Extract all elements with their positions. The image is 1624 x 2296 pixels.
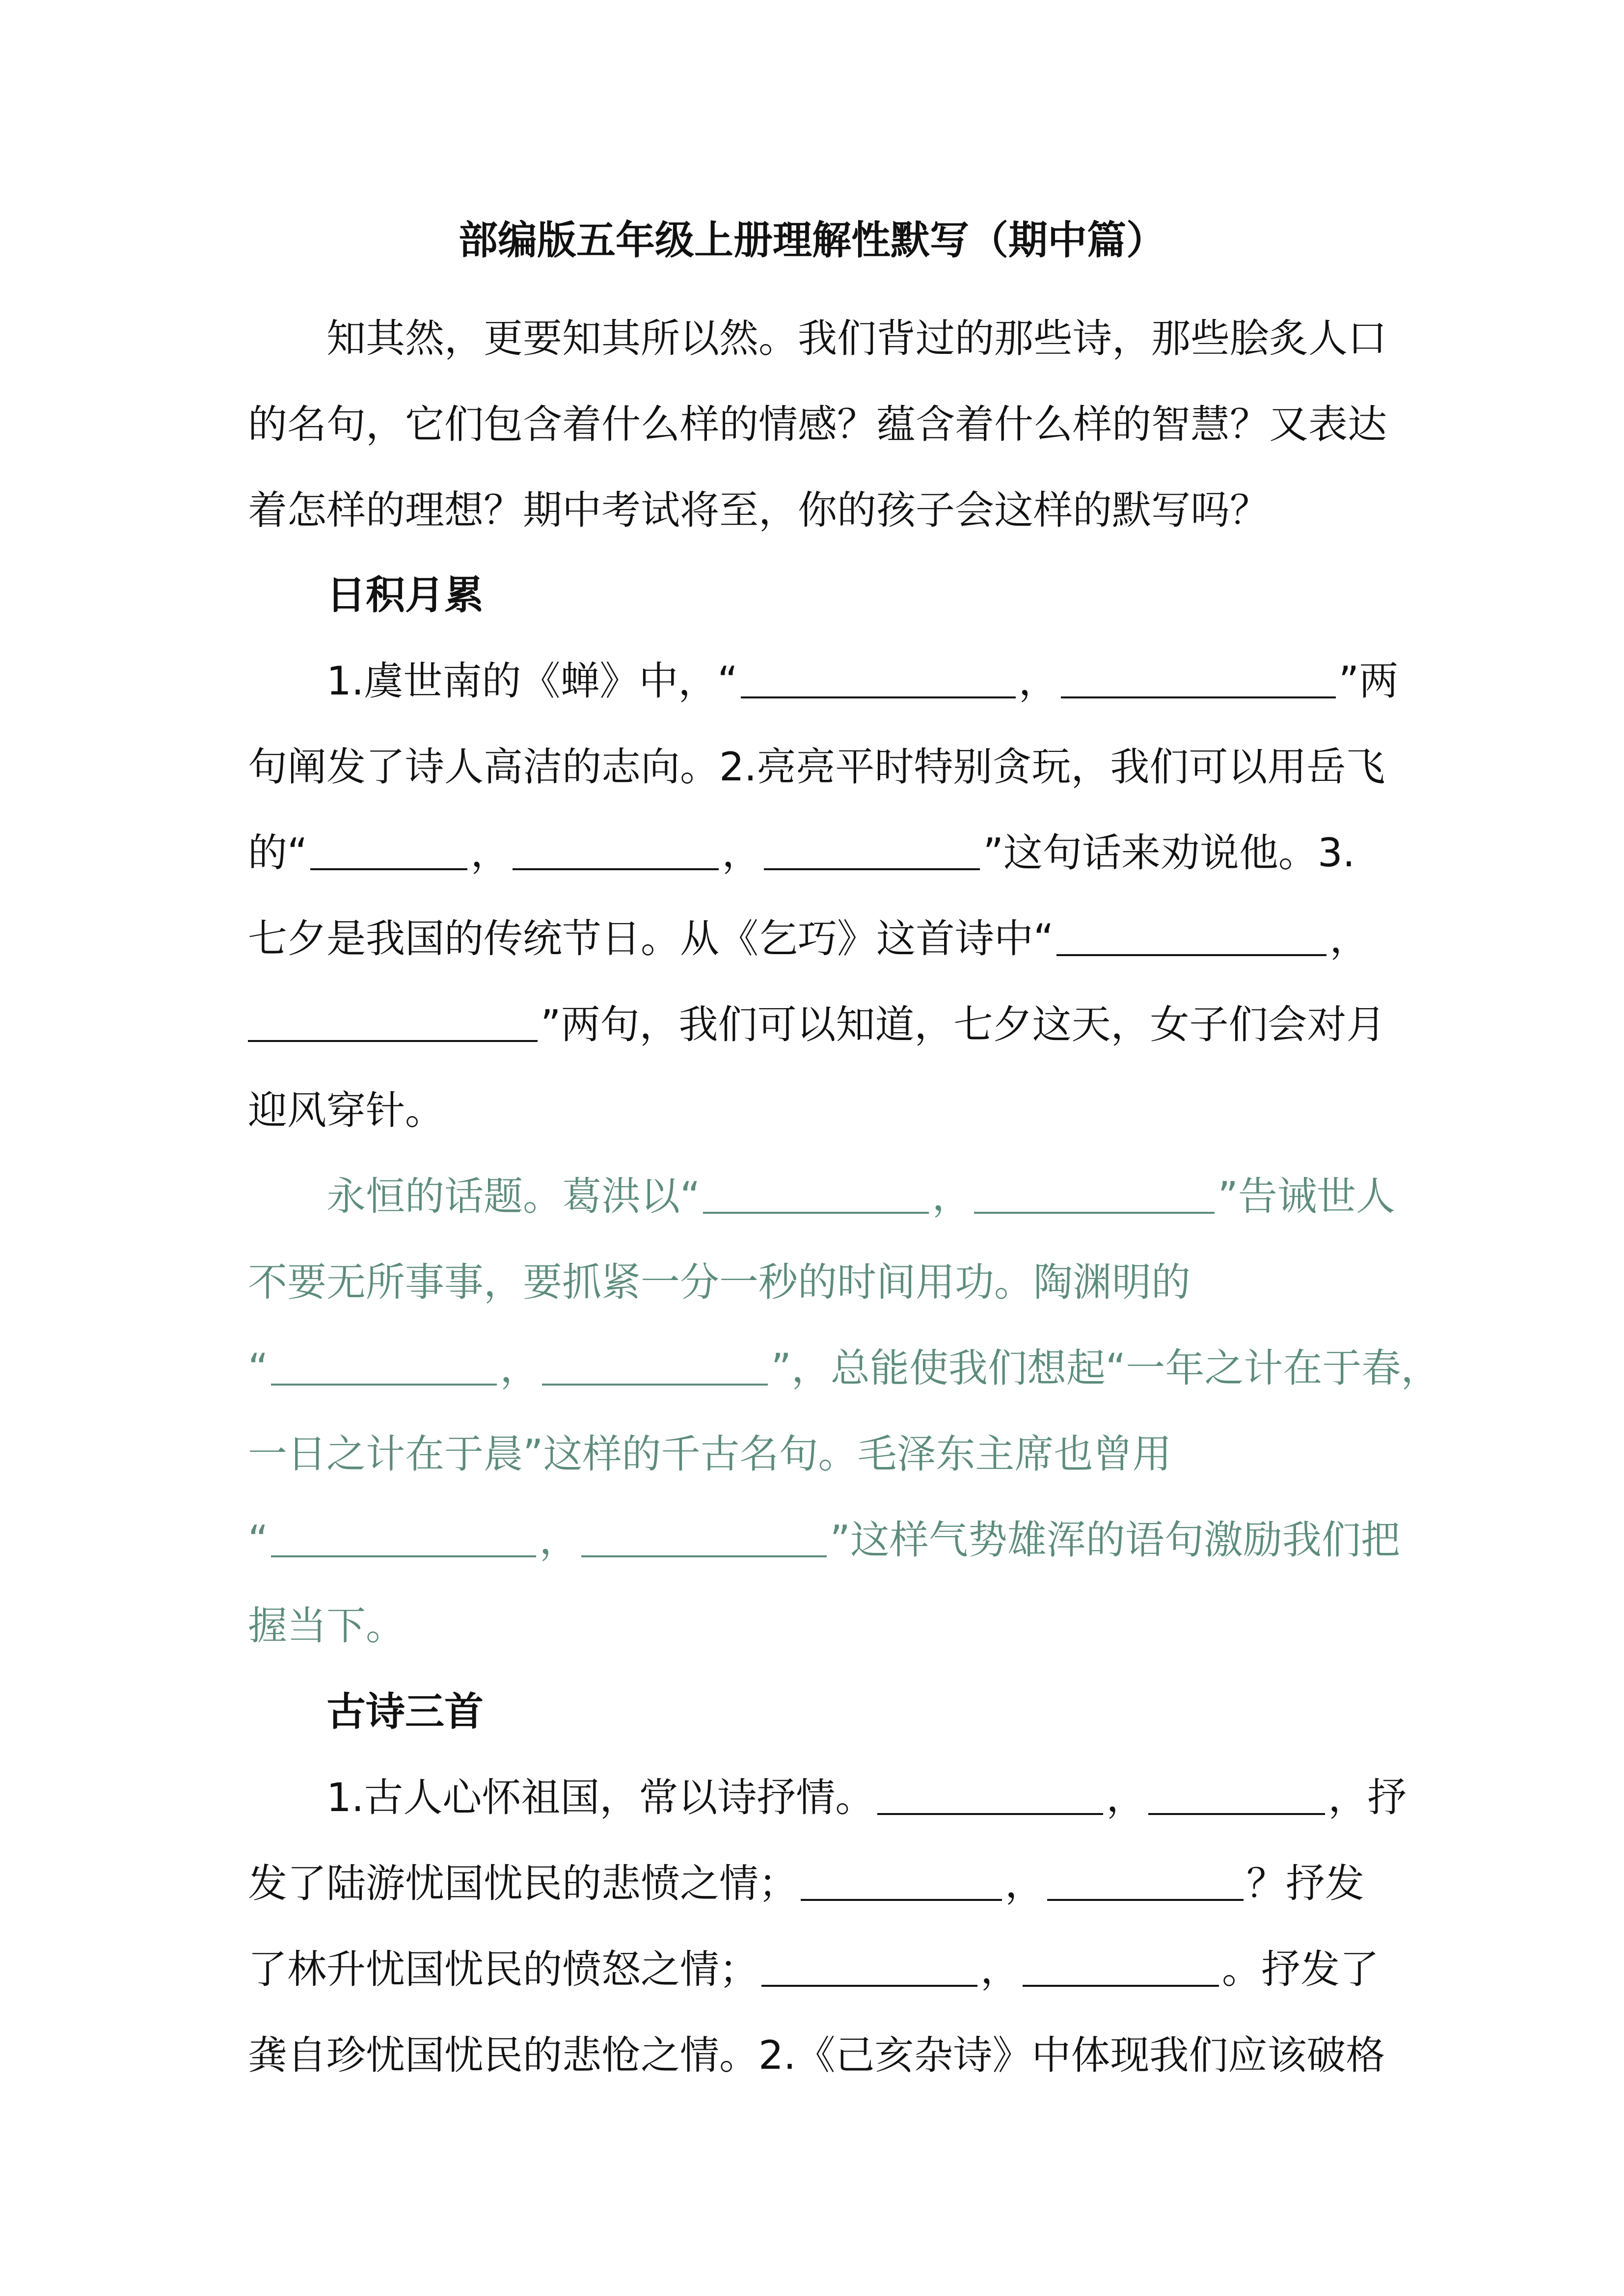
s2-line-1 [326,1773,1416,1822]
text-segment: ？抒发 [1246,1861,1364,1906]
text-segment: ， [1018,658,1058,704]
s1-green-line-6: 握当下。 [248,1603,405,1649]
answer-blank[interactable] [761,1950,977,1987]
text-segment: 七夕是我国的传统节日。从《乞巧》这首诗中“ [248,916,1054,961]
text-segment: ， [722,830,761,876]
text-segment: ”，总能使我们想起“一年之计在于春， [771,1345,1440,1391]
answer-blank[interactable] [1023,1950,1219,1987]
intro-line-3: 着怎样的理想？期中考试将至，你的孩子会这样的默写吗？ [248,487,1269,533]
text-segment: ”告诫世人 [1218,1174,1395,1219]
text-segment: 发了陆游忧国忧民的悲愤之情； [248,1861,798,1906]
text-segment: 1.古人心怀祖国，常以诗抒情。 [326,1775,875,1820]
answer-blank[interactable] [741,662,1016,698]
s1-green-line-5 [248,1516,1416,1565]
text-segment: ”两 [1338,658,1399,704]
text-segment: “ [248,1517,269,1563]
s1-line-4 [248,914,1416,963]
text-segment: 的“ [248,830,308,876]
text-segment: 永恒的话题。葛洪以“ [326,1174,701,1219]
text-segment: ， [500,1345,540,1391]
page-title: 部编版五年级上册理解性默写（期中篇） [459,217,1165,263]
s1-green-line-3 [248,1344,1440,1393]
text-segment: ， [470,830,510,876]
section-heading-gushisanshou: 古诗三首 [326,1689,484,1735]
text-segment: ”这样气势雄浑的语句激励我们把 [830,1517,1400,1563]
answer-blank[interactable] [310,834,467,870]
answer-blank[interactable] [974,1177,1215,1214]
answer-blank[interactable] [877,1779,1103,1815]
text-segment: ”两句，我们可以知道，七夕这天，女子们会对月 [541,1002,1386,1047]
answer-blank[interactable] [513,834,719,870]
s1-line-5 [248,1000,1416,1049]
s1-line-1 [326,657,1416,706]
s1-green-line-4: 一日之计在于晨”这样的千古名句。毛泽东主席也曾用 [248,1431,1172,1477]
section-heading-rijiyuelei: 日积月累 [326,572,484,618]
answer-blank[interactable] [703,1177,929,1214]
answer-blank[interactable] [1148,1779,1325,1815]
text-segment: 了林升忧国忧民的愤怒之情； [248,1947,758,1992]
s2-line-3 [248,1945,1416,1994]
text-segment: ， [1329,916,1369,961]
text-segment: ”这句话来劝说他。3. [983,830,1355,876]
answer-blank[interactable] [271,1521,536,1557]
s1-line-3 [248,828,1416,878]
text-segment: ， [1106,1775,1146,1820]
answer-blank[interactable] [1047,1865,1244,1901]
answer-blank[interactable] [764,834,980,870]
answer-blank[interactable] [1056,920,1326,956]
s1-green-line-1 [326,1172,1416,1221]
text-segment: ， [980,1947,1020,1992]
s1-green-line-2: 不要无所事事，要抓紧一分一秒的时间用功。陶渊明的 [248,1259,1191,1305]
text-segment: 。抒发了 [1222,1947,1379,1992]
s1-line-6: 迎风穿针。 [248,1088,444,1133]
s2-line-4: 龚自珍忧国忧民的悲怆之情。2.《己亥杂诗》中体现我们应该破格 [248,2032,1385,2078]
intro-line-2: 的名句，它们包含着什么样的情感？蕴含着什么样的智慧？又表达 [248,401,1387,447]
text-segment: 1.虞世南的《蝉》中，“ [326,658,738,704]
answer-blank[interactable] [248,1006,538,1042]
text-segment: “ [248,1345,269,1391]
answer-blank[interactable] [542,1349,768,1386]
text-segment: ， [539,1517,579,1563]
intro-line-1: 知其然，更要知其所以然。我们背过的那些诗，那些脍炙人口 [326,316,1387,361]
s1-line-2: 句阐发了诗人高洁的志向。2.亮亮平时特别贪玩，我们可以用岳飞 [248,744,1385,790]
text-segment: ， [1005,1861,1044,1906]
s2-line-2 [248,1859,1416,1908]
text-segment: ，抒 [1328,1775,1407,1820]
answer-blank[interactable] [1061,662,1336,698]
answer-blank[interactable] [271,1349,497,1386]
answer-blank[interactable] [801,1865,1002,1901]
text-segment: ， [932,1174,972,1219]
answer-blank[interactable] [581,1521,827,1557]
